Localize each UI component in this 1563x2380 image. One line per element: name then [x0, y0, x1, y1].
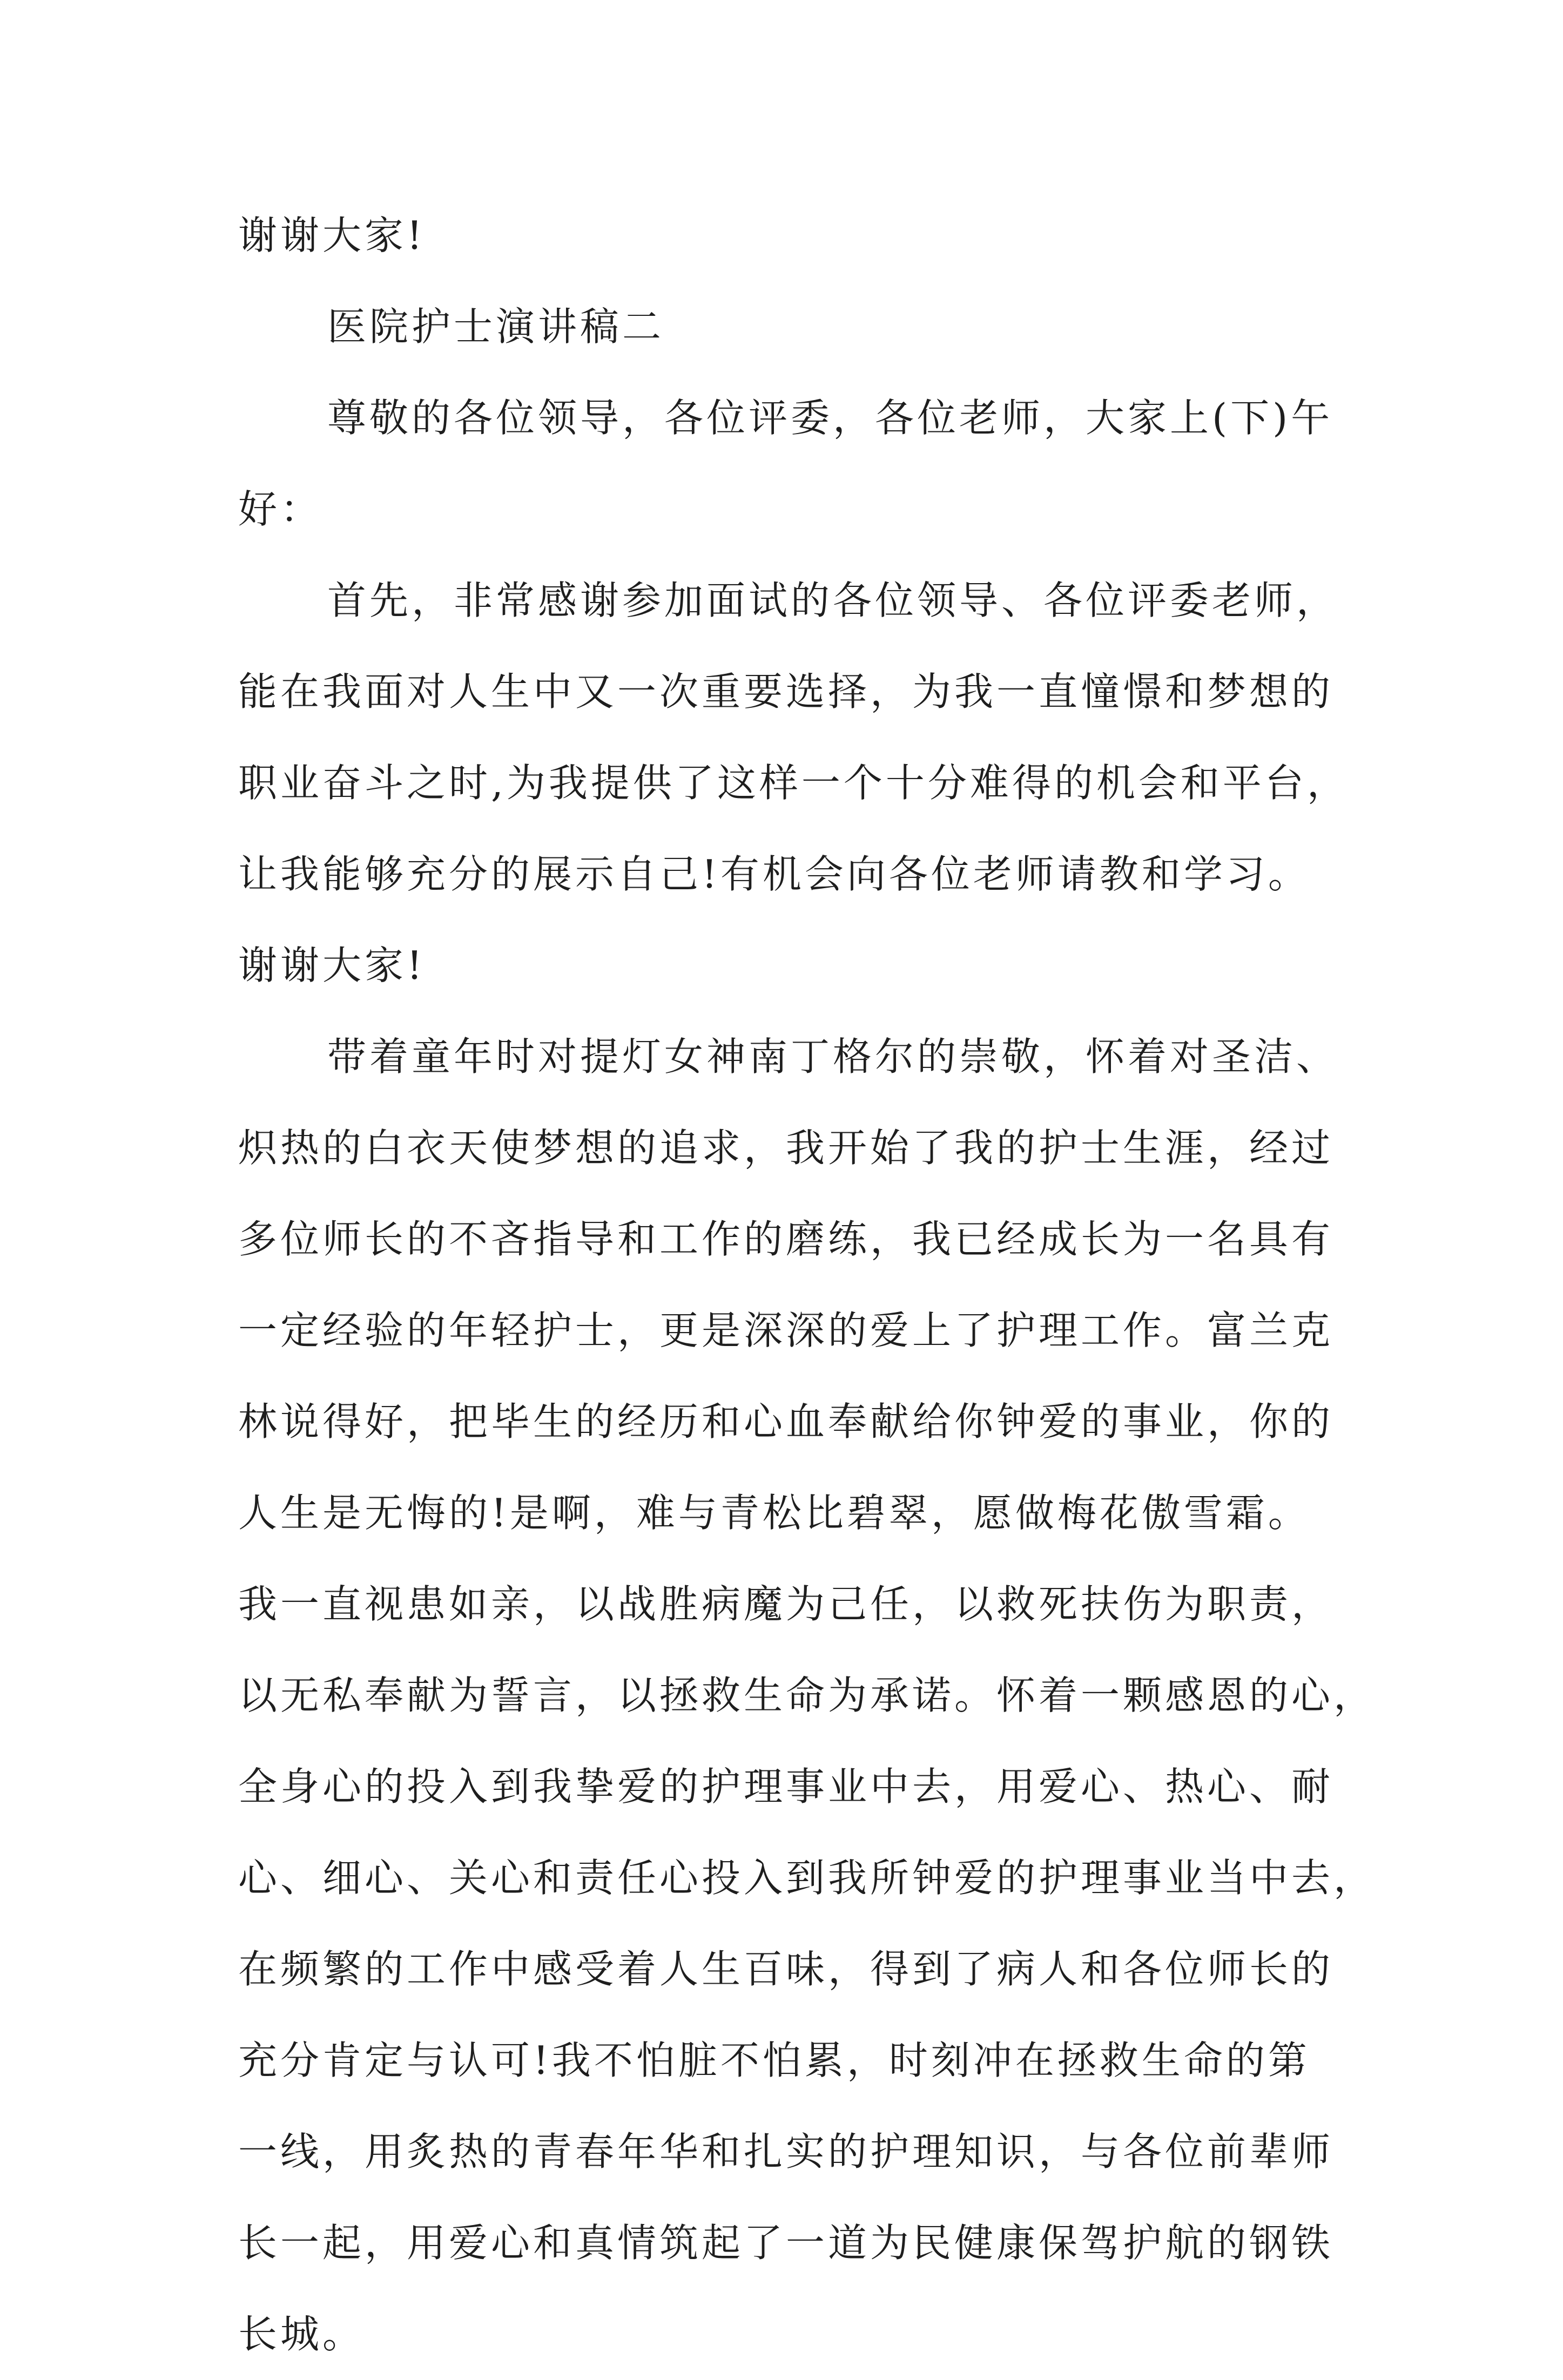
text-line: 能在我面对人生中又一次重要选择，为我一直憧憬和梦想的	[238, 669, 1334, 714]
text-line: 以无私奉献为誓言，以拯救生命为承诺。怀着一颗感恩的心，	[238, 1673, 1376, 1718]
text-line: 充分肯定与认可!我不怕脏不怕累，时刻冲在拯救生命的第	[238, 2038, 1310, 2083]
text-line: 长城。	[238, 2311, 365, 2357]
text-line: 在频繁的工作中感受着人生百味，得到了病人和各位师长的	[238, 1946, 1334, 1992]
section-heading: 医院护士演讲稿二	[327, 304, 665, 349]
text-line: 林说得好，把毕生的经历和心血奉献给你钟爱的事业，你的	[238, 1399, 1334, 1444]
text-line: 心、细心、关心和责任心投入到我所钟爱的护理事业当中去，	[238, 1855, 1376, 1901]
text-line: 带着童年时对提灯女神南丁格尔的崇敬，怀着对圣洁、	[327, 1034, 1339, 1079]
text-line: 一线，用炙热的青春年华和扎实的护理知识，与各位前辈师	[238, 2129, 1334, 2174]
text-line: 人生是无悔的!是啊，难与青松比碧翠，愿做梅花傲雪霜。	[238, 1490, 1310, 1536]
text-line: 尊敬的各位领导，各位评委，各位老师，大家上(下)午	[327, 395, 1333, 441]
speech-text-body	[238, 190, 1376, 2380]
text-line: 让我能够充分的展示自己!有机会向各位老师请教和学习。	[238, 851, 1310, 897]
text-line: 谢谢大家!	[238, 213, 426, 258]
text-line: 好：	[238, 486, 323, 532]
text-line: 全身心的投入到我挚爱的护理事业中去，用爱心、热心、耐	[238, 1764, 1334, 1809]
text-line: 职业奋斗之时,为我提供了这样一个十分难得的机会和平台，	[238, 760, 1349, 806]
text-line: 长一起，用爱心和真情筑起了一道为民健康保驾护航的钢铁	[238, 2220, 1334, 2266]
text-line: 炽热的白衣天使梦想的追求，我开始了我的护士生涯，经过	[238, 1125, 1334, 1171]
text-line: 首先，非常感谢参加面试的各位领导、各位评委老师，	[327, 578, 1339, 623]
text-line: 我一直视患如亲，以战胜病魔为己任，以救死扶伤为职责，	[238, 1581, 1334, 1627]
text-line: 多位师长的不吝指导和工作的磨练，我已经成长为一名具有	[238, 1216, 1334, 1262]
text-line: 谢谢大家!	[238, 943, 426, 988]
text-line: 一定经验的年轻护士，更是深深的爱上了护理工作。富兰克	[238, 1308, 1334, 1353]
